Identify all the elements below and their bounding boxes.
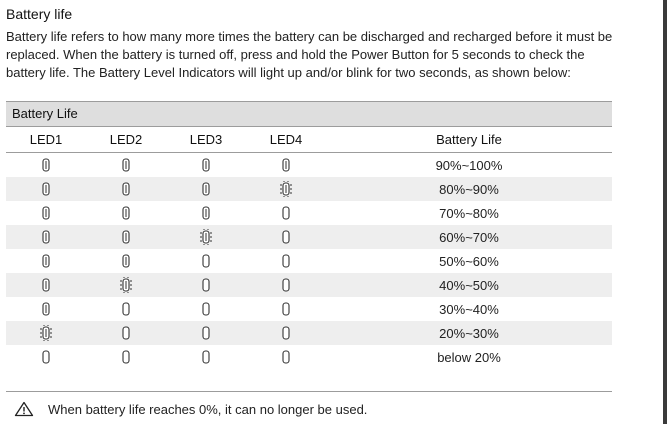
header-led3: LED3 [166,127,246,153]
header-battery-life: Battery Life [326,127,612,153]
led-off-icon [279,301,293,317]
table-row [6,201,612,225]
led-table [6,126,612,369]
led-on-icon [119,157,133,173]
led-on-icon [39,301,53,317]
led4-cell [246,321,326,345]
led2-cell [86,225,166,249]
led4-cell [246,177,326,201]
warning-note [14,400,367,418]
battery-life-value: 50%~60% [439,253,499,269]
led3-cell [166,153,246,178]
led-on-icon [39,157,53,173]
battery-life-table [6,101,612,369]
table-body [6,153,612,370]
led4-cell [246,153,326,178]
led4-cell [246,249,326,273]
led-on-icon [39,253,53,269]
led-on-icon [39,229,53,245]
header-led1: LED1 [6,127,86,153]
led-blink-icon [199,229,213,245]
led-on-icon [199,181,213,197]
led-off-icon [39,349,53,365]
table-row [6,297,612,321]
led4-cell [246,297,326,321]
led-off-icon [279,253,293,269]
table-row [6,177,612,201]
led1-cell [6,153,86,178]
led3-cell [166,201,246,225]
led1-cell [6,249,86,273]
header-led4: LED4 [246,127,326,153]
led3-cell [166,177,246,201]
warning-triangle-icon [14,401,34,417]
battery-life-value: 90%~100% [435,157,503,173]
table-header-row [6,127,612,153]
table-row [6,249,612,273]
divider [6,391,612,392]
led3-cell [166,273,246,297]
led-off-icon [279,205,293,221]
led2-cell [86,297,166,321]
led-on-icon [39,277,53,293]
battery-life-description: Battery life refers to how many more times the battery can be discharged and recharged before it must be replaced. When the battery is turned off, press and hold the Power Button for 5 seconds to check the battery life. The Battery Level Indicators will light up and/or blink for two seconds, as shown below: [6,29,613,80]
led-on-icon [39,205,53,221]
led-blink-icon [39,325,53,341]
table-row [6,345,612,369]
led-off-icon [199,253,213,269]
table-row [6,225,612,249]
led2-cell [86,153,166,178]
led2-cell [86,273,166,297]
led1-cell [6,201,86,225]
section-heading: Battery life [6,6,73,22]
header-led2: LED2 [86,127,166,153]
page-edge [663,0,667,424]
led-blink-icon [119,277,133,293]
led3-cell [166,345,246,369]
led-off-icon [279,349,293,365]
led3-cell [166,249,246,273]
led-off-icon [119,301,133,317]
led2-cell [86,321,166,345]
led1-cell [6,273,86,297]
led3-cell [166,297,246,321]
led-on-icon [279,157,293,173]
led-on-icon [119,253,133,269]
led-off-icon [199,301,213,317]
table-row [6,273,612,297]
led-blink-icon [279,181,293,197]
led1-cell [6,177,86,201]
led2-cell [86,249,166,273]
led-off-icon [279,325,293,341]
warning-text: When battery life reaches 0%, it can no longer be used. [48,401,368,417]
led1-cell [6,345,86,369]
led-on-icon [199,157,213,173]
led4-cell [246,201,326,225]
table-title: Battery Life [6,101,612,126]
led4-cell [246,345,326,369]
battery-life-value: below 20% [437,349,501,365]
led1-cell [6,321,86,345]
led3-cell [166,225,246,249]
led-on-icon [119,205,133,221]
led-on-icon [119,229,133,245]
led-on-icon [199,205,213,221]
led-off-icon [119,325,133,341]
led4-cell [246,273,326,297]
table-row [6,153,612,178]
led2-cell [86,201,166,225]
led3-cell [166,321,246,345]
table-row [6,321,612,345]
led1-cell [6,225,86,249]
led-on-icon [39,181,53,197]
led2-cell [86,345,166,369]
led-off-icon [199,277,213,293]
led-off-icon [199,349,213,365]
battery-life-value: 40%~50% [326,273,612,297]
battery-life-value: 30%~40% [439,301,499,317]
led1-cell [6,297,86,321]
battery-life-value: 20%~30% [326,321,612,345]
led-off-icon [279,277,293,293]
led2-cell [86,177,166,201]
led-on-icon [119,181,133,197]
led-off-icon [279,229,293,245]
battery-life-value: 60%~70% [326,225,612,249]
battery-life-value: 70%~80% [439,205,499,221]
led-off-icon [199,325,213,341]
led-off-icon [119,349,133,365]
led4-cell [246,225,326,249]
battery-life-value: 80%~90% [326,177,612,201]
